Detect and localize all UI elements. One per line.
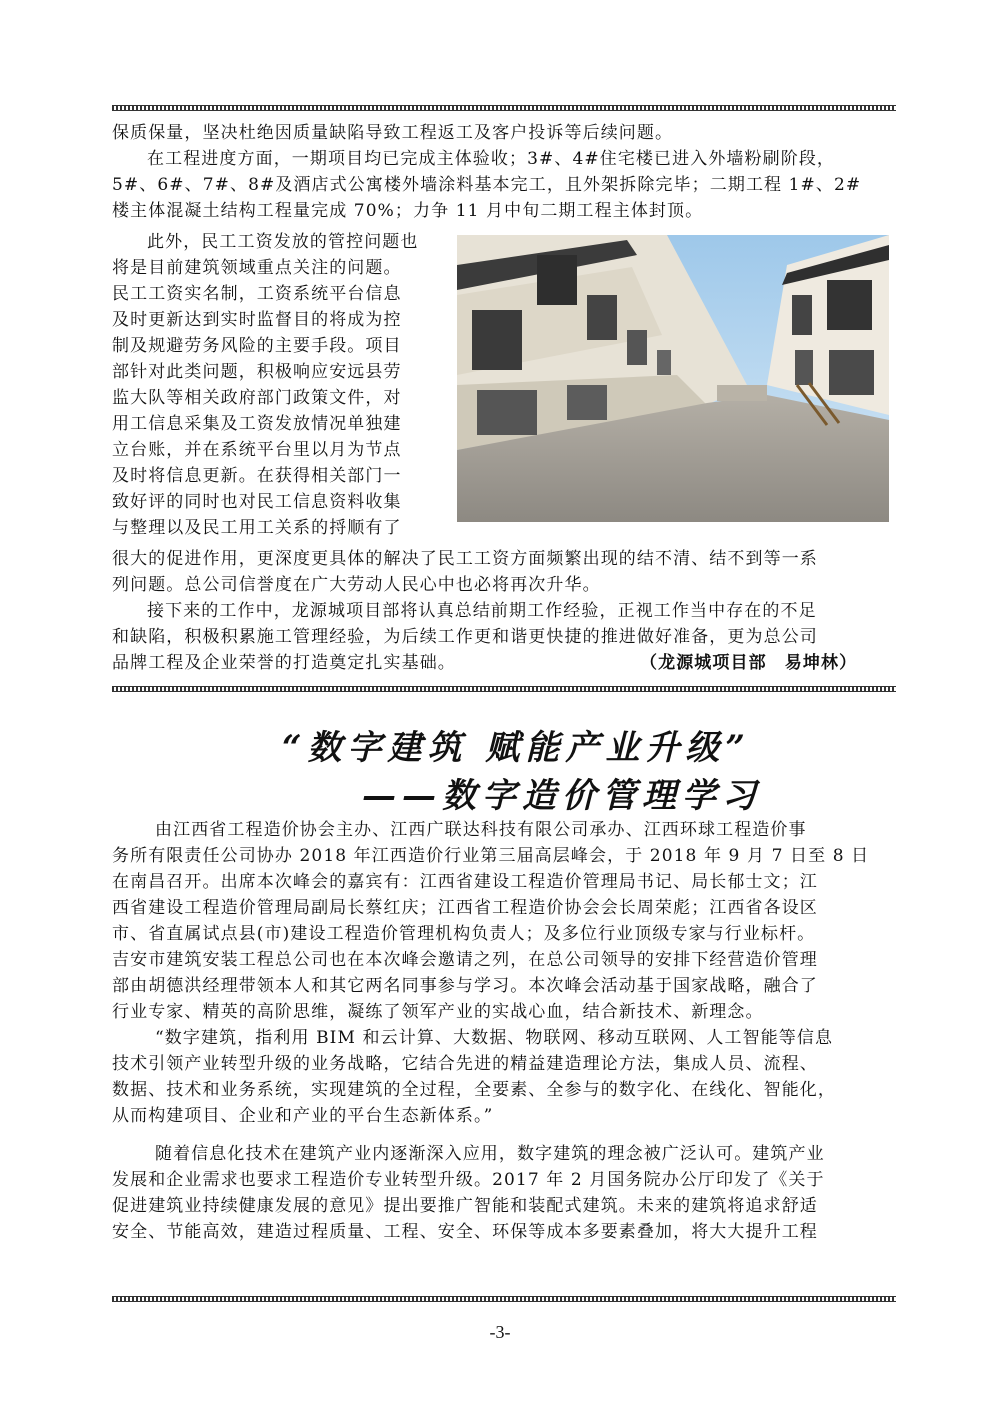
body-line: 行业专家、精英的高阶思维，凝练了领军产业的实战心血，结合新技术、新理念。 — [112, 1002, 764, 1022]
wrap-line: 致好评的同时也对民工信息资料收集 — [112, 492, 402, 512]
top-rule — [112, 105, 896, 111]
paragraph-line: 接下来的工作中，龙源城项目部将认真总结前期工作经验，正视工作当中存在的不足 — [147, 601, 817, 621]
wrap-line: 立台账，并在系统平台里以月为节点 — [112, 440, 402, 460]
body-line: 发展和企业需求也要求工程造价专业转型升级。2017 年 2 月国务院办公厅印发了《关于 — [112, 1170, 825, 1190]
paragraph-line: 在工程进度方面，一期项目均已完成主体验收；3#、4#住宅楼已进入外墙粉刷阶段， — [147, 149, 836, 169]
body-line: 市、省直属试点县(市)建设工程造价管理机构负责人；及多位行业顶级专家与行业标杆。 — [112, 924, 816, 944]
paragraph-line: 很大的促进作用，更深度更具体的解决了民工工资方面频繁出现的结不清、结不到等一系 — [112, 549, 818, 569]
section-divider — [112, 686, 896, 692]
page-number: -3- — [489, 1322, 511, 1342]
paragraph-line: 列问题。总公司信誉度在广大劳动人民心中也必将再次升华。 — [112, 575, 601, 595]
body-line: “数字建筑，指利用 BIM 和云计算、大数据、物联网、移动互联网、人工智能等信息 — [155, 1028, 834, 1048]
wrap-line: 将是目前建筑领域重点关注的问题。 — [112, 258, 402, 278]
paragraph-line: 5#、6#、7#、8#及酒店式公寓楼外墙涂料基本完工，且外架拆除完毕；二期工程 1#、2# — [112, 175, 862, 195]
body-line: 随着信息化技术在建筑产业内逐渐深入应用，数字建筑的理念被广泛认可。建筑产业 — [155, 1144, 825, 1164]
wrap-line: 及时更新达到实时监督目的将成为控 — [112, 310, 402, 330]
wrap-line: 部针对此类问题，积极响应安远县劳 — [112, 362, 402, 382]
body-line: 部由胡德洪经理带领本人和其它两名同事参与学习。本次峰会活动基于国家战略，融合了 — [112, 976, 818, 996]
construction-site-photo — [457, 235, 889, 522]
wrap-line: 及时将信息更新。在获得相关部门一 — [112, 466, 402, 486]
body-line: 技术引领产业转型升级的业务战略，它结合先进的精益建造理论方法，集成人员、流程、 — [112, 1054, 818, 1074]
building-street-illustration — [457, 235, 889, 522]
wrap-line: 监大队等相关政府部门政策文件，对 — [112, 388, 402, 408]
body-line: 数据、技术和业务系统，实现建筑的全过程，全要素、全参与的数字化、在线化、智能化， — [112, 1080, 836, 1100]
article-subtitle: ——数字造价管理学习 — [362, 776, 762, 816]
body-line: 促进建筑业持续健康发展的意见》提出要推广智能和装配式建筑。未来的建筑将追求舒适 — [112, 1196, 818, 1216]
wrap-line: 此外，民工工资发放的管控问题也 — [147, 232, 419, 252]
wrap-line: 民工工资实名制，工资系统平台信息 — [112, 284, 402, 304]
paragraph-line: 楼主体混凝土结构工程量完成 70%；力争 11 月中旬二期工程主体封顶。 — [112, 201, 704, 221]
paragraph-line: 品牌工程及企业荣誉的打造奠定扎实基础。 — [112, 653, 456, 673]
wrap-line: 制及规避劳务风险的主要手段。项目 — [112, 336, 402, 356]
article-title: “数字建筑 赋能产业升级” — [282, 728, 751, 768]
body-line: 吉安市建筑安装工程总公司也在本次峰会邀请之列，在总公司领导的安排下经营造价管理 — [112, 950, 818, 970]
article-byline: （龙源城项目部 易坤林） — [640, 653, 858, 673]
body-line: 在南昌召开。出席本次峰会的嘉宾有：江西省建设工程造价管理局书记、局长郁士文；江 — [112, 872, 818, 892]
wrap-line: 用工信息采集及工资发放情况单独建 — [112, 414, 402, 434]
paragraph-line: 和缺陷，积极积累施工管理经验，为后续工作更和谐更快捷的推进做好准备，更为总公司 — [112, 627, 818, 647]
body-line: 由江西省工程造价协会主办、江西广联达科技有限公司承办、江西环球工程造价事 — [155, 820, 807, 840]
body-line: 安全、节能高效，建造过程质量、工程、安全、环保等成本多要素叠加，将大大提升工程 — [112, 1222, 818, 1242]
bottom-rule — [112, 1296, 896, 1302]
body-line: 务所有限责任公司协办 2018 年江西造价行业第三届高层峰会，于 2018 年 9 月 7 日至 8 日 — [112, 846, 870, 866]
paragraph-line: 保质保量，坚决杜绝因质量缺陷导致工程返工及客户投诉等后续问题。 — [112, 123, 674, 143]
body-line: 从而构建项目、企业和产业的平台生态新体系。” — [112, 1106, 494, 1126]
body-line: 西省建设工程造价管理局副局长蔡红庆；江西省工程造价协会会长周荣彪；江西省各设区 — [112, 898, 818, 918]
wrap-line: 与整理以及民工用工关系的捋顺有了 — [112, 518, 402, 538]
